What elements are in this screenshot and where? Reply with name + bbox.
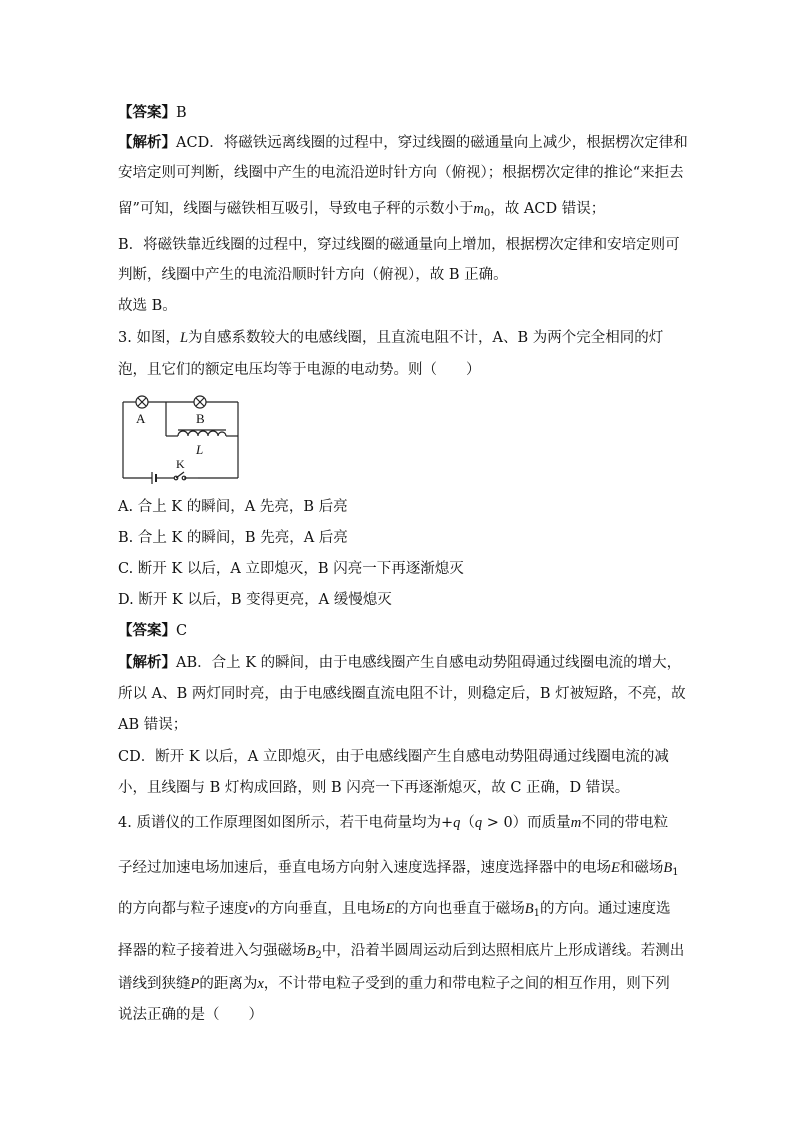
option-b: B. 合上 K 的瞬间，B 先亮，A 后亮 — [118, 530, 348, 546]
subscript: 2 — [315, 950, 322, 961]
variable-m: m — [473, 201, 484, 217]
question-4-stem — [118, 813, 668, 833]
question-text: 择器的粒子接着进入匀强磁场 — [118, 943, 307, 959]
answer-tag: 【答案】 — [118, 104, 176, 121]
analysis-line — [118, 199, 605, 224]
analysis-line — [118, 133, 688, 153]
variable-L: L — [179, 330, 189, 346]
question-4-stem — [118, 974, 670, 994]
analysis-tag: 【解析】 — [118, 134, 176, 151]
question-text: 的方向。通过速度选 — [540, 901, 671, 917]
question-text: 谱线到狭缝 — [118, 976, 191, 992]
question-text: 的方向垂直，且电场 — [254, 901, 386, 917]
question-text: 的方向也垂直于磁场 — [394, 901, 525, 917]
question-text: 不同的带电粒 — [581, 815, 669, 831]
question-text: 4. 质谱仪的工作原理图如图所示，若干电荷量均为+ — [118, 815, 454, 831]
question-text: 和磁场 — [619, 860, 664, 876]
analysis-text: AB．合上 K 的瞬间，由于电感线圈产生自感电动势阻碍通过线圈电流的增大， — [176, 655, 682, 671]
question-4-stem — [118, 858, 679, 883]
analysis-text: ，故 ACD 错误； — [490, 201, 606, 217]
question-text: > 0）而质量 — [482, 815, 571, 831]
analysis-line: 故选 B。 — [118, 298, 177, 314]
question-3-stem — [118, 328, 663, 348]
question-text: 的方向都与粒子速度 — [118, 901, 249, 917]
analysis-line: CD．断开 K 以后，A 立即熄灭，由于电感线圈产生自感电动势阻碍通过线圈电流的减 — [118, 749, 669, 765]
option-c: C. 断开 K 以后，A 立即熄灭，B 闪亮一下再逐渐熄灭 — [118, 561, 464, 577]
variable-v: v — [248, 901, 255, 917]
subscript: 1 — [533, 908, 541, 919]
option-d: D. 断开 K 以后，B 变得更亮，A 缓慢熄灭 — [118, 592, 392, 608]
analysis-tag: 【解析】 — [118, 654, 176, 671]
question-4-stem — [118, 941, 684, 966]
question-text: 中，沿着半圆周运动后到达照相底片上形成谱线。若测出 — [321, 943, 685, 959]
variable-E: E — [385, 901, 395, 917]
variable-q: q — [474, 815, 483, 831]
variable-E: E — [611, 860, 620, 876]
question-4-stem — [118, 899, 671, 924]
question-text: ，不计带电粒子受到的重力和带电粒子之间的相互作用，则下列 — [263, 976, 670, 992]
analysis-line: 判断，线圈中产生的电流沿顺时针方向（俯视），故 B 正确。 — [118, 267, 508, 283]
label-K: K — [176, 457, 185, 471]
variable-x: x — [257, 976, 264, 992]
label-L: L — [196, 442, 204, 457]
analysis-line: 所以 A、B 两灯同时亮，由于电感线圈直流电阻不计，则稳定后，B 灯被短路，不亮，故 — [118, 686, 686, 702]
analysis-text: ACD．将磁铁远离线圈的过程中，穿过线圈的磁通量向上减少，根据楞次定律和 — [176, 135, 688, 151]
answer-value: B — [176, 105, 187, 121]
variable-B: B — [524, 901, 534, 917]
variable-B: B — [663, 860, 673, 876]
answer-value: C — [176, 623, 188, 639]
answer-line-3 — [118, 621, 187, 641]
analysis-line: 安培定则可判断，线圈中产生的电流沿逆时针方向（俯视）；根据楞次定律的推论“来拒去 — [118, 165, 684, 181]
option-a: A. 合上 K 的瞬间，A 先亮，B 后亮 — [118, 499, 348, 515]
label-B: B — [196, 411, 205, 426]
question-3-stem: 泡，且它们的额定电压均等于电源的电动势。则（ ） — [118, 362, 481, 378]
question-text: 3. 如图， — [118, 330, 180, 346]
question-text: 的距离为 — [199, 976, 258, 992]
analysis-text: 留”可知，线圈与磁铁相互吸引，导致电子秤的示数小于 — [118, 201, 474, 217]
label-A: A — [136, 411, 146, 426]
answer-tag: 【答案】 — [118, 622, 176, 639]
question-4-stem: 说法正确的是（ ） — [118, 1007, 263, 1023]
subscript: 0 — [483, 208, 491, 219]
question-text: （ — [460, 815, 475, 831]
subscript: 1 — [672, 867, 679, 878]
question-text: 为自感系数较大的电感线圈，且直流电阻不计，A、B 为两个完全相同的灯 — [188, 330, 664, 346]
analysis-line: B．将磁铁靠近线圈的过程中，穿过线圈的磁通量向上增加，根据楞次定律和安培定则可 — [118, 237, 680, 253]
variable-m: m — [570, 815, 582, 831]
question-text: 子经过加速电场加速后，垂直电场方向射入速度选择器，速度选择器中的电场 — [118, 860, 611, 876]
analysis-line — [118, 653, 681, 673]
variable-q: q — [453, 815, 461, 831]
analysis-line: AB 错误； — [118, 717, 188, 733]
variable-P: P — [190, 976, 200, 992]
analysis-line: 小，且线圈与 B 灯构成回路，则 B 闪亮一下再逐渐熄灭，故 C 正确，D 错误。 — [118, 780, 630, 796]
circuit-diagram — [118, 392, 248, 487]
variable-B: B — [306, 943, 316, 959]
answer-line-1 — [118, 103, 187, 123]
